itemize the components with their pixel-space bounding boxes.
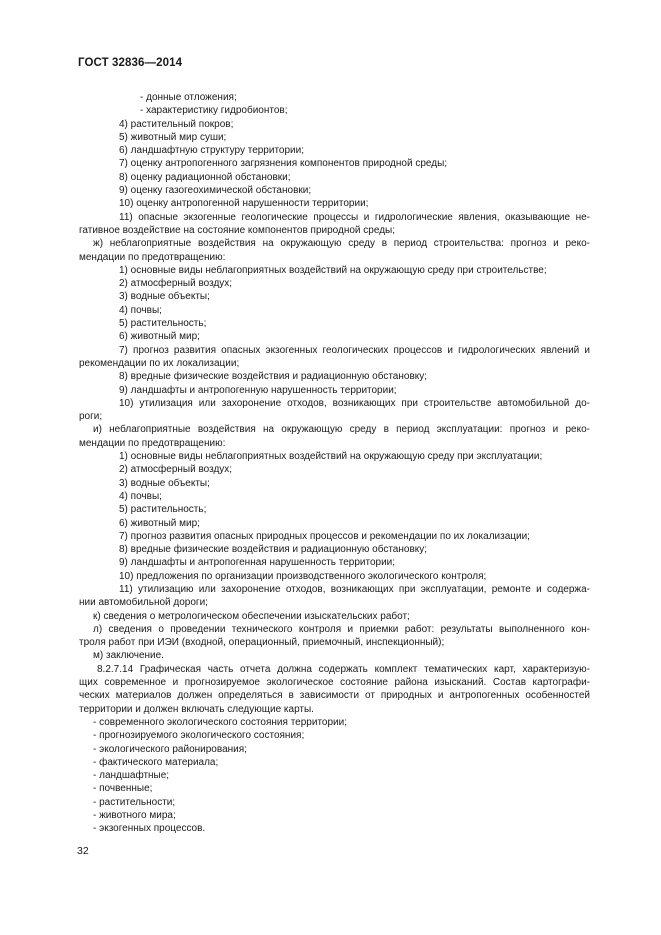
page-number: 32: [77, 845, 89, 857]
text-line: 5) растительность;: [119, 318, 207, 330]
text-line: - животного мира;: [93, 810, 176, 822]
text-line: мендации по предотвращению:: [79, 437, 226, 449]
text-line: мендации по предотвращению:: [79, 251, 226, 263]
text-line: рекомендации по их локализации;: [79, 357, 240, 369]
text-line: - прогнозируемого экологического состояния;: [93, 730, 305, 742]
text-line: 9) ландшафты и антропогенная нарушенность территории;: [119, 557, 396, 569]
text-line: 10) оценку антропогенной нарушенности территории;: [119, 198, 369, 210]
text-line: 3) водные объекты;: [119, 291, 210, 303]
text-line: 7) оценку антропогенного загрязнения компонентов природной среды;: [119, 158, 448, 170]
text-line: - фактического материала;: [93, 756, 219, 768]
text-line: 5) животный мир суши;: [119, 131, 227, 143]
text-line: 2) атмосферный воздух;: [119, 278, 233, 290]
document-body: [79, 91, 590, 836]
text-line: 4) растительный покров;: [119, 118, 234, 130]
text-line: территории и должен включать следующие карты.: [79, 703, 314, 715]
text-line: 6) животный мир;: [119, 331, 200, 343]
text-line: троля работ при ИЭИ (входной, операционный, приемочный, инспекционный);: [79, 637, 445, 649]
text-line: 10) предложения по организации производственного экологического контроля;: [119, 570, 487, 582]
text-line: - донные отложения;: [140, 92, 237, 103]
text-line: к) сведения о метрологическом обеспечении изыскательских работ;: [93, 610, 410, 622]
text-line: 9) оценку газогеохимической обстановки;: [119, 185, 312, 197]
text-line: - почвенные;: [93, 783, 153, 795]
text-line: м) заключение.: [93, 650, 164, 662]
text-line: 4) почвы;: [119, 490, 162, 502]
text-line: - современного экологического состояния территории;: [93, 716, 347, 728]
text-line: 8.2.7.14 Графическая часть отчета должна содержать комплект тематических карт, характеризую-: [97, 663, 590, 675]
text-line: щих современное и прогнозируемое экологическое состояние района изысканий. Состав картографи-: [79, 677, 590, 689]
text-line: 4) почвы;: [119, 304, 162, 316]
text-line: и) неблагоприятные воздействия на окружающую среду в период эксплуатации: прогноз и реко-: [93, 424, 590, 436]
text-line: л) сведения о проведении технического контроля и приемки работ: результаты выполненного кон-: [93, 623, 590, 635]
text-line: гативное воздействие на состояние компонентов природной среды;: [79, 224, 395, 236]
text-line: ческих материалов должен определяться в зависимости от природных и антропогенных особенностей: [79, 690, 590, 702]
text-line: - растительности;: [93, 796, 176, 808]
text-line: 8) оценку радиационной обстановки;: [119, 171, 291, 183]
text-line: 9) ландшафты и антропогенную нарушенность территории;: [119, 384, 397, 396]
text-line: - экзогенных процессов.: [93, 823, 206, 835]
text-line: 11) опасные экзогенные геологические процессы и гидрологические явления, оказывающие не-: [119, 211, 590, 223]
text-line: 8) вредные физические воздействия и радиационную обстановку;: [119, 544, 428, 556]
text-line: нии автомобильной дороги;: [79, 597, 208, 609]
text-line: - ландшафтные;: [93, 770, 170, 782]
text-line: 7) прогноз развития опасных экзогенных геологических процессов и гидрологических явлений и: [119, 344, 590, 356]
text-line: 10) утилизация или захоронение отходов, возникающих при строительстве автомобильной до-: [119, 397, 590, 409]
text-line: 11) утилизацию или захоронение отходов, возникающих при эксплуатации, ремонте и содержа-: [119, 583, 590, 595]
text-line: 3) водные объекты;: [119, 477, 210, 489]
text-line: - характеристику гидробионтов;: [140, 105, 288, 117]
text-line: 8) вредные физические воздействия и радиационную обстановку;: [119, 371, 428, 383]
text-line: 1) основные виды неблагоприятных воздействий на окружающую среду при строительстве;: [119, 264, 547, 276]
document-header: ГОСТ 32836—2014: [78, 57, 183, 69]
text-line: ж) неблагоприятные воздействия на окружающую среду в период строительства: прогноз и реко-: [93, 238, 590, 250]
text-line: 6) животный мир;: [119, 517, 200, 529]
text-line: 7) прогноз развития опасных природных процессов и рекомендации по их локализации;: [119, 530, 530, 542]
text-line: 1) основные виды неблагоприятных воздействий на окружающую среду при эксплуатации;: [119, 451, 543, 463]
text-line: 5) растительность;: [119, 504, 207, 516]
text-line: 6) ландшафтную структуру территории;: [119, 145, 304, 157]
text-line: 2) атмосферный воздух;: [119, 464, 233, 476]
text-line: - экологического районирования;: [93, 743, 247, 755]
text-line: роги;: [79, 411, 103, 423]
